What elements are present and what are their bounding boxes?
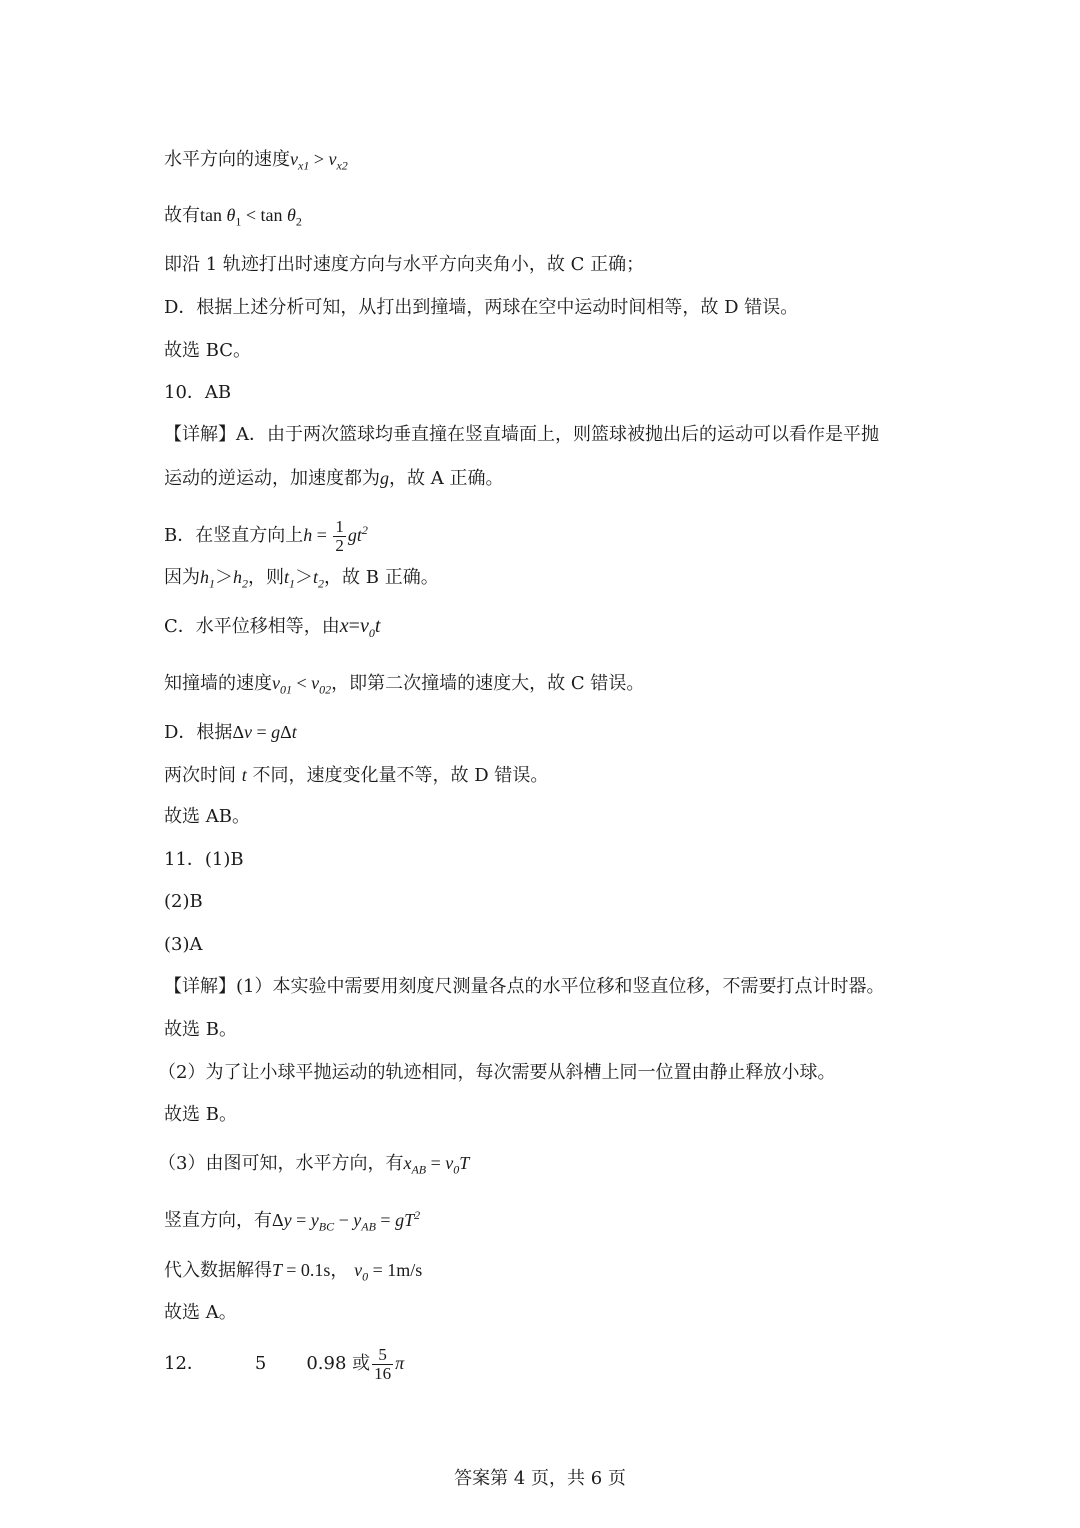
text: 故有 [164, 205, 200, 226]
formula-vx1-gt-vx2: $v_{x1} > v_{x2}$ [290, 149, 348, 173]
formula-h: h [303, 525, 313, 545]
text: 不同，速度变化量不等，故 D 错误。 [252, 765, 549, 786]
formula-v01-lt-v02: $v_{01} < v_{02}$ [272, 673, 332, 697]
formula-xab-v0t: $x_{AB} = v_0T$ [403, 1153, 470, 1177]
text: 两次时间 [164, 765, 236, 786]
text-line: 故选 A。 [164, 1302, 237, 1323]
text-line: B．在竖直方向上h = $\frac{1}{2}$ $gt^2$ [164, 516, 368, 555]
text-line: 故选 AB。 [164, 806, 250, 827]
text-line: 即沿 1 轨迹打出时速度方向与水平方向夹角小，故 C 正确； [164, 254, 645, 275]
answer-value: 0.98 或 [306, 1353, 371, 1374]
text-line [164, 147, 348, 172]
formula-delta-v: Δv = gΔt [232, 722, 297, 742]
text: ，即第二次撞墙的速度大，故 C 错误。 [331, 673, 645, 694]
text: 水平方向的速度 [164, 149, 290, 170]
formula-v0-value: $v_0 = 1m/s$ [354, 1260, 423, 1284]
question-number [164, 1338, 404, 1388]
answer-line: (2)B [164, 891, 203, 912]
formula-delta-y: $\Delta y = y_{BC} - y_{AB} = gT^2$ [272, 1208, 421, 1234]
fraction-one-half: $\frac{1}{2}$ [335, 516, 344, 555]
text-line [164, 763, 548, 788]
text: 知撞墙的速度 [164, 673, 272, 694]
text: C．水平位移相等，由 [164, 616, 340, 637]
text: 因为 [164, 567, 200, 588]
answer-value: 5 [254, 1353, 267, 1374]
text: ，故 A 正确。 [389, 468, 504, 489]
text-line [164, 1208, 420, 1233]
symbol-pi: π [395, 1353, 405, 1373]
formula-x-v0t: $x=v_0t$ [339, 615, 381, 640]
text: 竖直方向，有 [164, 1210, 272, 1231]
text: ， [330, 1260, 349, 1281]
formula-T-value: T = 0.1s [272, 1260, 331, 1280]
question-number: 11．(1)B [164, 849, 244, 870]
text-line [164, 1258, 422, 1283]
fraction-five-sixteenths: $\frac{5}{16}$ [374, 1344, 392, 1383]
text: D．根据 [164, 722, 233, 743]
text-line [164, 466, 503, 491]
formula-tan-compare: $\tan \theta_1 < \tan \theta_2$ [200, 205, 302, 229]
text-line [164, 565, 439, 590]
text-line: 【详解】(1）本实验中需要用刻度尺测量各点的水平位移和竖直位移，不需要打点计时器。 [164, 976, 885, 997]
text: ，故 B 正确。 [324, 567, 439, 588]
text-line [164, 203, 302, 228]
text: 代入数据解得 [164, 1260, 272, 1281]
text-line [164, 671, 644, 696]
text-line [158, 1151, 469, 1176]
text: B．在竖直方向上 [164, 525, 304, 546]
text-line: D．根据上述分析可知，从打出到撞墙，两球在空中运动时间相等，故 D 错误。 [164, 297, 799, 318]
text-line [164, 720, 297, 745]
text: 运动的逆运动，加速度都为 [164, 468, 380, 489]
symbol-t: t [241, 765, 247, 785]
text-line [164, 614, 380, 639]
text-line: 故选 B。 [164, 1104, 237, 1125]
text-line: （2）为了让小球平抛运动的轨迹相同，每次需要从斜槽上同一位置由静止释放小球。 [158, 1062, 836, 1083]
answer-line: (3)A [164, 934, 203, 955]
text: （3）由图可知，水平方向，有 [158, 1153, 404, 1174]
formula-h1-gt-h2: $h_1>h_2$ [200, 567, 248, 591]
text: 12． [164, 1353, 205, 1374]
text-line: 故选 BC。 [164, 340, 252, 361]
question-number: 10．AB [164, 382, 232, 403]
text-line: 故选 B。 [164, 1019, 237, 1040]
text: ，则 [248, 567, 284, 588]
page-footer: 答案第 4 页，共 6 页 [454, 1468, 626, 1489]
formula-gt2: $gt^2$ [347, 523, 368, 545]
text-line: 【详解】A．由于两次篮球均垂直撞在竖直墙面上，则篮球被抛出后的运动可以看作是平抛 [164, 424, 879, 445]
symbol-g: g [380, 468, 389, 488]
formula-t1-gt-t2: $t_1>t_2$ [284, 567, 325, 591]
